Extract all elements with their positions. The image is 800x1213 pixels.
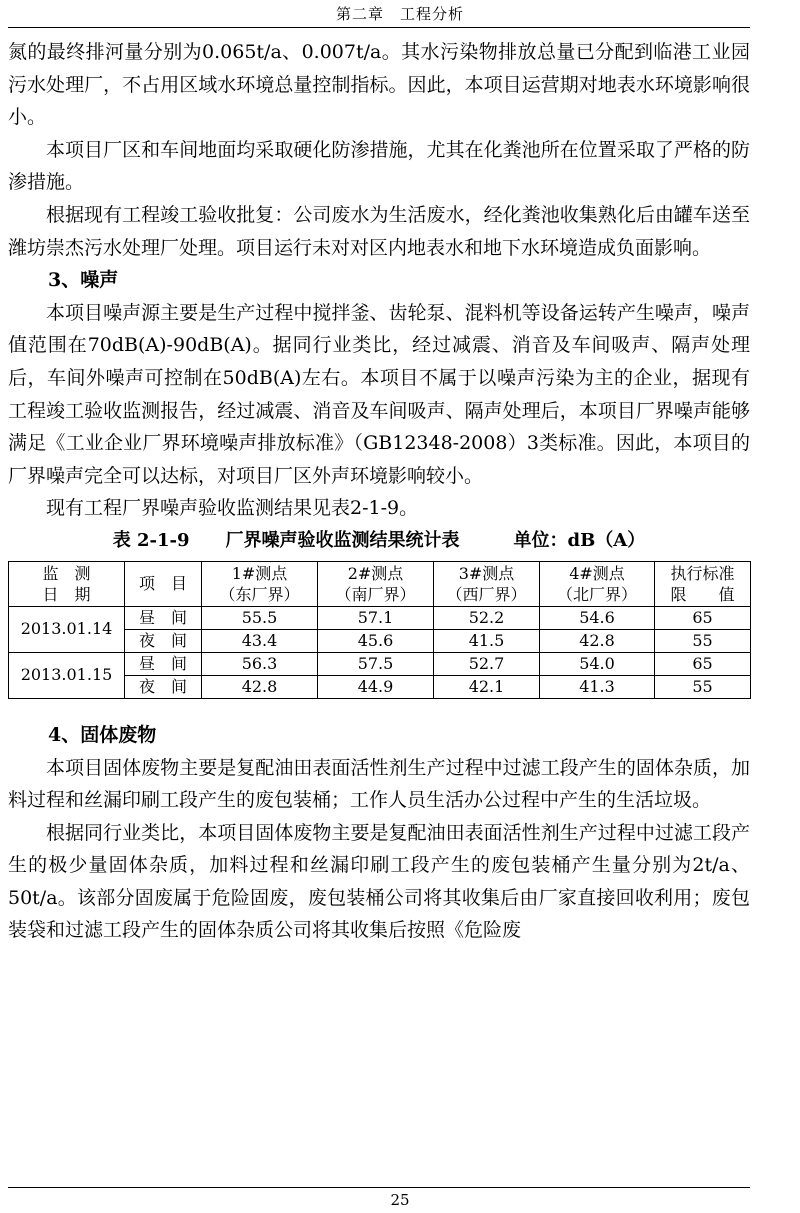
value-cell: 52.2 [434,606,540,629]
standard-cell: 65 [655,606,751,629]
item-cell: 夜 间 [125,675,202,698]
standard-cell: 55 [655,675,751,698]
value-cell: 42.1 [434,675,540,698]
value-cell: 52.7 [434,652,540,675]
value-cell: 54.0 [540,652,655,675]
table-row [9,652,751,675]
value-cell: 43.4 [202,629,318,652]
page-header: 第二章 工程分析 [335,5,464,23]
paragraph: 本项目噪声源主要是生产过程中搅拌釜、齿轮泵、混料机等设备运转产生噪声，噪声值范围在70dB(A)-90dB(A)。据同行业类比，经过减震、消音及车间吸声、隔声处理后，车间外噪声可控制在50dB(A)左右。本项目不属于以噪声污染为主的企业，据现有工程竣工验收监测报告，经过减震、消音及车间吸声、隔声处理后，本项目厂界噪声能够满足《工业企业厂界环境噪声排放标准》（GB12348-2008）3类标准。因此，本项目的厂界噪声完全可以达标，对项目厂区外声环境影响较小。 [8,301,750,487]
page-number: 25 [390,1191,410,1209]
header-date: 监 测 日 期 [9,561,125,606]
noise-results-table [8,561,751,699]
paragraph: 根据同行业类比，本项目固体废物主要是复配油田表面活性剂生产过程中过滤工段产生的极少量固体杂质，加料过程和丝漏印刷工段产生的废包装桶产生量分别为2t/a、50t/a。该部分固废属于危险固废，废包装桶公司将其收集后由厂家直接回收利用；废包装袋和过滤工段产生的固体杂质公司将其收集后按照《危险废 [8,821,750,942]
value-cell: 44.9 [318,675,434,698]
item-cell: 昼 间 [125,606,202,629]
date-cell: 2013.01.15 [9,652,125,698]
document-body [8,36,750,947]
item-cell: 夜 间 [125,629,202,652]
footer-divider [8,1187,750,1188]
header-point-3: 3#测点 （西厂界） [434,561,540,606]
paragraph: 现有工程厂界噪声验收监测结果见表2-1-9。 [46,497,419,520]
item-cell: 昼 间 [125,652,202,675]
header-divider [8,27,750,28]
value-cell: 57.1 [318,606,434,629]
table-header-row [9,561,751,606]
table-row [9,606,751,629]
value-cell: 57.5 [318,652,434,675]
paragraph: 氮的最终排河量分别为0.065t/a、0.007t/a。其水污染物排放总量已分配到临港工业园污水处理厂，不占用区域水环境总量控制指标。因此，本项目运营期对地表水环境影响很小。 [8,41,750,129]
value-cell: 41.3 [540,675,655,698]
value-cell: 56.3 [202,652,318,675]
value-cell: 42.8 [202,675,318,698]
value-cell: 45.6 [318,629,434,652]
header-point-4: 4#测点 （北厂界） [540,561,655,606]
header-item: 项 目 [125,561,202,606]
header-standard: 执行标准 限 值 [655,561,751,606]
standard-cell: 55 [655,629,751,652]
value-cell: 41.5 [434,629,540,652]
table-caption: 表 2-1-9 厂界噪声验收监测结果统计表 单位：dB（A） [112,529,646,551]
section-heading-noise: 3、噪声 [48,269,119,292]
header-point-2: 2#测点 （南厂界） [318,561,434,606]
section-heading-solid-waste: 4、固体废物 [48,723,157,746]
value-cell: 42.8 [540,629,655,652]
paragraph: 根据现有工程竣工验收批复：公司废水为生活废水，经化粪池收集熟化后由罐车送至潍坊崇杰污水处理厂处理。项目运行未对对区内地表水和地下水环境造成负面影响。 [8,203,750,259]
value-cell: 55.5 [202,606,318,629]
date-cell: 2013.01.14 [9,606,125,652]
standard-cell: 65 [655,652,751,675]
paragraph: 本项目固体废物主要是复配油田表面活性剂生产过程中过滤工段产生的固体杂质，加料过程和丝漏印刷工段产生的废包装桶；工作人员生活办公过程中产生的生活垃圾。 [8,756,750,812]
value-cell: 54.6 [540,606,655,629]
paragraph: 本项目厂区和车间地面均采取硬化防渗措施，尤其在化粪池所在位置采取了严格的防渗措施。 [8,138,750,194]
header-point-1: 1#测点 （东厂界） [202,561,318,606]
